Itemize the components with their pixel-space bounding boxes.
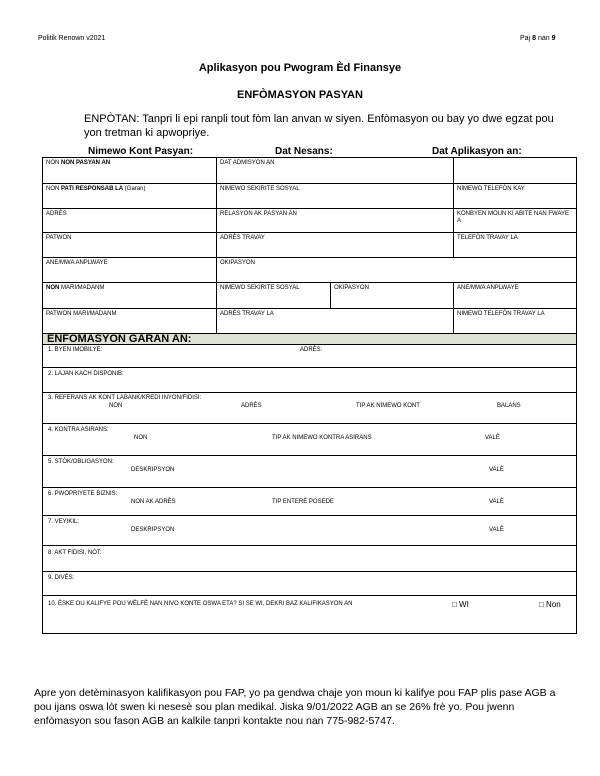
work-address-field[interactable]: ADRÈS TRAVAY [217, 233, 454, 258]
account-number-label: Nimewo Kont Pasyan: [88, 146, 194, 157]
real-estate-field[interactable]: 1. BYEN IMOBILYE: ADRÈS: [42, 345, 577, 368]
blank-field[interactable] [454, 158, 577, 184]
years-employed-field[interactable]: ANE/MWA ANPLWAYE [43, 258, 217, 283]
agb-disclosure: Apre yon detèminasyon kalifikasyon pou FAP, yo pa gendwa chaje yon moun ki kalifye pou FAP plis pase AGB a pou ijans oswa lòt swen ki nesesè sou plan medikal. Jiska 9/01/2022 AGB an se 26% frè yo. Pou jwenn enfòmasyon sou fason AGB an kalkile tanpri kontakte nou nan 775-982-5747. [34, 687, 556, 727]
welfare-question-field: 10. ÈSKE OU KALIFYE POU WÈLFÈ NAN NIVO KONTE OSWA ETA? SI SE WI, DEKRI BAZ KALIFIKASYON AN □ WI □ Non [42, 596, 577, 634]
spouse-employer-field[interactable]: PATWON MARI/MADANM [43, 309, 217, 334]
guarantor-heading: ENFOMASYON GARAN AN: [42, 333, 577, 345]
form-title: Aplikasyon pou Pwogram Èd Finansye [198, 62, 402, 74]
address-field[interactable]: ADRÈS [43, 209, 217, 233]
page-number: Paj 8 nan 9 [520, 35, 556, 42]
birth-date-label: Dat Nesans: [275, 146, 333, 157]
section-title: ENFÒMASYON PASYAN [237, 89, 363, 101]
bank-references-field[interactable]: 3. REFERANS AK KONT LABANK/KREDI INYON/FIDISI: NON ADRÈS TIP AK NIMEWO KONT BALANS [42, 393, 577, 424]
spouse-work-address-field[interactable]: ADRÈS TRAVAY LA [217, 309, 454, 334]
yes-checkbox[interactable]: □ WI [452, 600, 469, 609]
application-date-label: Dat Aplikasyon an: [432, 146, 522, 157]
form-version: Politik Renown v2021 [38, 35, 106, 42]
important-note: ENPÒTAN: Tanpri li epi ranpli tout fòm lan anvan w siyen. Enfòmasyon ou bay yo dwe egzat pou yon tretman ki apwopriye. [84, 113, 554, 139]
patient-info-grid [42, 157, 577, 334]
spouse-years-employed-field[interactable]: ANE/MWA ANPLWAYE [454, 283, 577, 309]
business-property-field[interactable]: 6. PWOPRIYETE BIZNIS: NON AK ADRÈS TIP ENTERÈ POSEDE VALÈ [42, 488, 577, 516]
no-checkbox[interactable]: □ Non [539, 600, 561, 609]
employer-field[interactable]: PATWON [43, 233, 217, 258]
insurance-contracts-field[interactable]: 4. KONTRA ASIRANS: NON TIP AK NIMEWO KONTRA ASIRANS VALÈ [42, 424, 577, 456]
miscellaneous-field[interactable]: 9. DIVÈS: [42, 572, 577, 596]
occupation-field[interactable]: OKIPASYON [217, 258, 577, 283]
ssn-field[interactable]: NIMEWO SEKIRITE SOSYAL [217, 184, 454, 209]
trust-deeds-field[interactable]: 8. AKT FIDISI, NÒT: [42, 546, 577, 572]
work-phone-field[interactable]: TELEFÒN TRAVAY LA [454, 233, 577, 258]
home-phone-field[interactable]: NIMEWO TELEFÒN KAY [454, 184, 577, 209]
spouse-work-phone-field[interactable]: NIMEWO TELEFÒN TRAVAY LA [454, 309, 577, 334]
cash-available-field[interactable]: 2. LAJAN KACH DISPONIB: [42, 368, 577, 393]
admission-date-field[interactable]: DAT ADMISYON AN [217, 158, 454, 184]
relationship-field[interactable]: RELASYON AK PASYAN AN [217, 209, 454, 233]
patient-name-field[interactable]: NON NON PASYAN AN [43, 158, 217, 184]
spouse-ssn-field[interactable]: NIMEWO SEKIRITE SOSYAL [217, 283, 331, 309]
spouse-name-field[interactable]: NON MARI/MADANM [43, 283, 217, 309]
household-size-field[interactable]: KONBYEN MOUN KI ABITE NAN FWAYE A [454, 209, 577, 233]
spouse-occupation-field[interactable]: OKIPASYON [331, 283, 454, 309]
stocks-bonds-field[interactable]: 5. STÒK/OBLIGASYON: DESKRIPSYON VALÈ [42, 456, 577, 488]
guarantor-name-field[interactable]: NON PATI RESPONSAB LA (Garan) [43, 184, 217, 209]
vehicles-field[interactable]: 7. VEYIKIL: DESKRIPSYON VALÈ [42, 516, 577, 546]
